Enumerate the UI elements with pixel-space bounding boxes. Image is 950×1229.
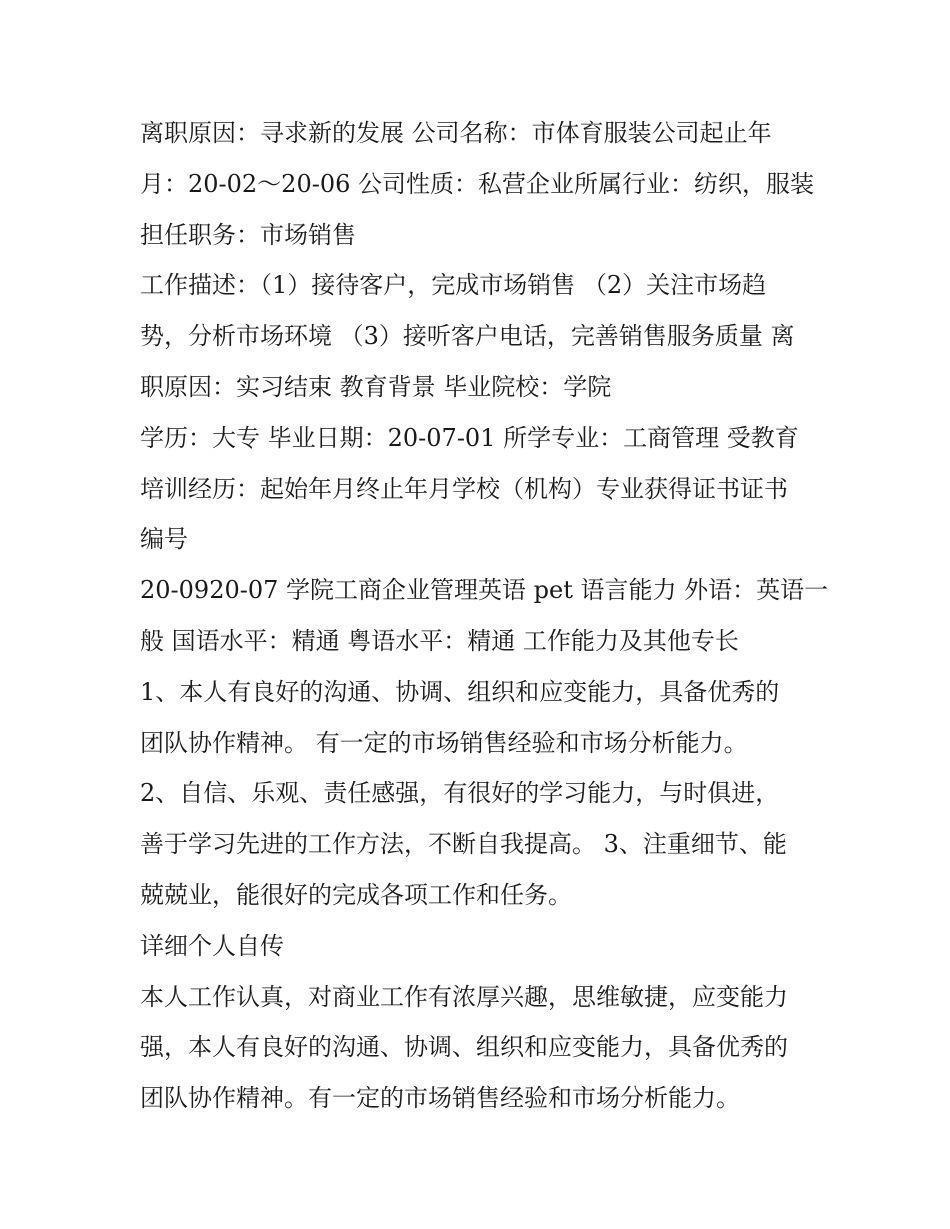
text-line: 强，本人有良好的沟通、协调、组织和应变能力，具备优秀的 <box>140 1033 788 1062</box>
text-line: 团队协作精神。有一定的市场销售经验和市场分析能力。 <box>140 1084 740 1113</box>
text-line: 1、本人有良好的沟通、协调、组织和应变能力，具备优秀的 <box>140 677 780 706</box>
text-line: 月：20-02～20-06 公司性质：私营企业所属行业：纺织，服装 <box>140 169 815 198</box>
text-line: 本人工作认真，对商业工作有浓厚兴趣，思维敏捷，应变能力 <box>140 982 788 1011</box>
text-line: 般 国语水平：精通 粤语水平：精通 工作能力及其他专长 <box>140 626 739 655</box>
text-line: 2、自信、乐观、责任感强，有很好的学习能力，与时俱进， <box>140 779 780 808</box>
document-body <box>140 108 829 1124</box>
text-line: 职原因：实习结束 教育背景 毕业院校：学院 <box>140 372 612 401</box>
text-line: 善于学习先进的工作方法，不断自我提高。 3、注重细节、能 <box>140 830 787 859</box>
text-line: 20-0920-07 学院工商企业管理英语 pet 语言能力 外语：英语一 <box>140 576 829 605</box>
text-line: 势，分析市场环境 （3）接听客户电话，完善销售服务质量 离 <box>140 322 795 351</box>
text-line: 团队协作精神。 有一定的市场销售经验和市场分析能力。 <box>140 728 748 757</box>
text-line: 培训经历：起始年月终止年月学校（机构）专业获得证书证书 <box>140 474 788 503</box>
text-line: 详细个人自传 <box>140 931 284 960</box>
text-line: 编号 <box>140 525 188 554</box>
text-line: 兢兢业，能很好的完成各项工作和任务。 <box>140 880 572 909</box>
text-line: 工作描述：（1）接待客户，完成市场销售 （2）关注市场趋 <box>140 271 767 300</box>
text-line: 学历：大专 毕业日期：20-07-01 所学专业：工商管理 受教育 <box>140 423 799 452</box>
text-line: 离职原因：寻求新的发展 公司名称：市体育服装公司起止年 <box>140 119 772 147</box>
text-line: 担任职务：市场销售 <box>140 220 356 249</box>
